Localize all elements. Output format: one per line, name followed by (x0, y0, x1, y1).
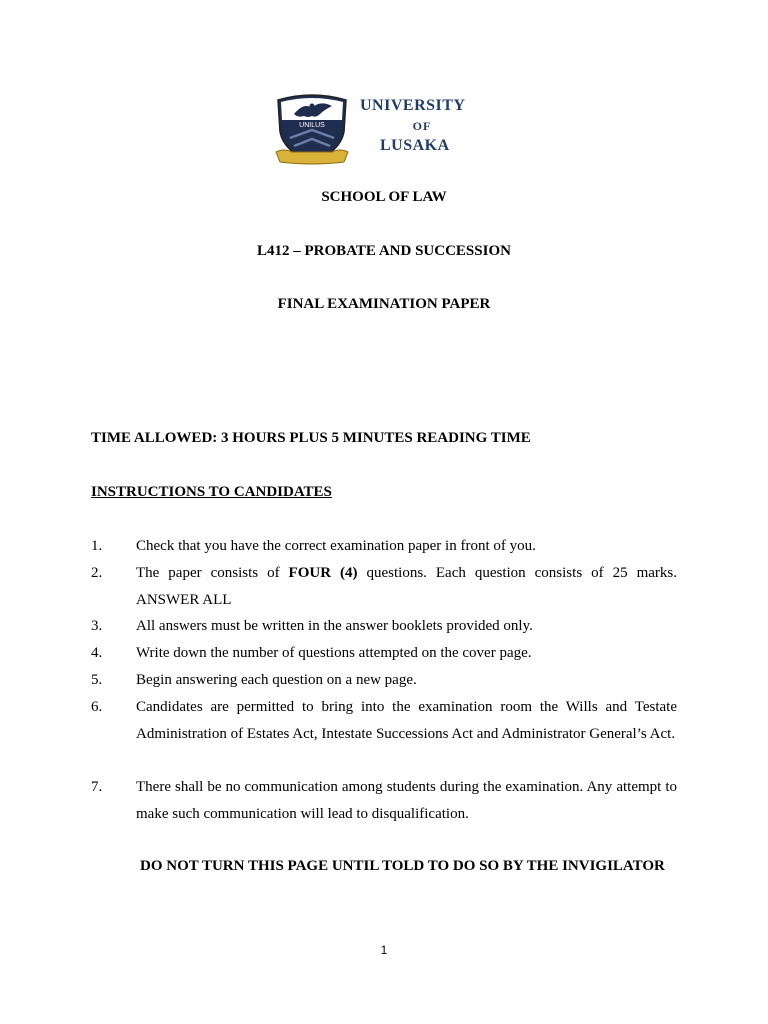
school-heading: SCHOOL OF LAW (321, 189, 447, 205)
item-text-bold: FOUR (4) (288, 565, 358, 581)
item-text-post: questions. Each question consists of 25 marks. ANSWER ALL (136, 565, 677, 608)
item-text-pre: The paper consists of (136, 565, 289, 581)
shield-text: UNILUS (299, 122, 325, 129)
item-text: Write down the number of questions attempted on the cover page. (136, 645, 532, 661)
shield-crest-icon (274, 92, 350, 168)
list-item (91, 640, 677, 667)
university-logo (274, 92, 486, 168)
list-item (91, 694, 677, 747)
item-number: 4. (91, 645, 103, 661)
list-item (91, 613, 677, 640)
item-text: Candidates are permitted to bring into the examination room the Wills and Testate Administration of Estates Act, Intestate Successions Act and Administrator General’s Act. (136, 699, 677, 742)
item-number: 6. (91, 699, 103, 715)
logo-word-of: OF (412, 119, 432, 133)
instructions-heading: INSTRUCTIONS TO CANDIDATES (91, 484, 332, 500)
item-text: Begin answering each question on a new page. (136, 672, 417, 688)
item-text: There shall be no communication among students during the examination. Any attempt to make such communication will lead to disqualification. (136, 779, 677, 822)
item-text: Check that you have the correct examination paper in front of you. (136, 538, 536, 554)
paper-type-heading: FINAL EXAMINATION PAPER (277, 296, 491, 312)
logo-word-lusaka: LUSAKA (380, 137, 450, 154)
item-number: 2. (91, 565, 103, 581)
item-text (136, 560, 677, 613)
item-number: 7. (91, 779, 103, 795)
logo-wordmark (358, 98, 486, 154)
list-item (91, 774, 677, 827)
item-number: 1. (91, 538, 103, 554)
invigilator-warning: DO NOT TURN THIS PAGE UNTIL TOLD TO DO SO BY THE INVIGILATOR (140, 858, 665, 874)
logo-word-university: UNIVERSITY (360, 97, 466, 114)
item-number: 3. (91, 618, 103, 634)
list-item (91, 560, 677, 613)
list-item (91, 667, 677, 694)
item-number: 5. (91, 672, 103, 688)
list-item (91, 533, 677, 560)
course-heading: L412 – PROBATE AND SUCCESSION (257, 243, 511, 259)
time-allowed: TIME ALLOWED: 3 HOURS PLUS 5 MINUTES READING TIME (91, 430, 531, 446)
page-number: 1 (380, 943, 388, 957)
item-text: All answers must be written in the answer booklets provided only. (136, 618, 533, 634)
